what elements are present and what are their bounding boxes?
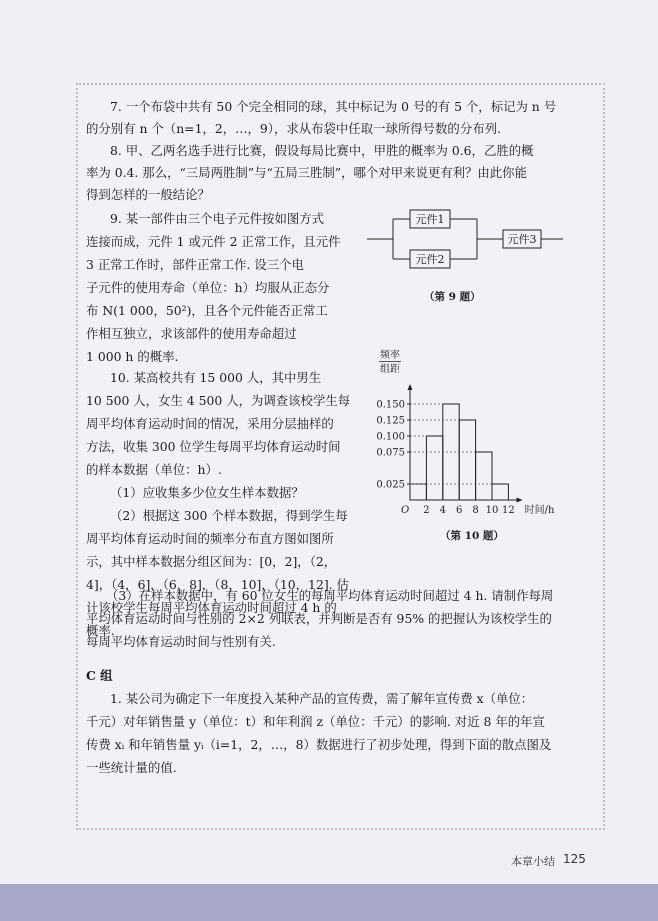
x-axis-title: 时间/h xyxy=(524,505,555,516)
q7-line-2: 的分别有 n 个（n=1，2，…，9），求从布袋中任取一球所得号数的分布列. xyxy=(86,121,501,136)
component-1-label: 元件1 xyxy=(415,213,445,226)
c-q1-line-4: 一些统计量的值. xyxy=(86,760,177,775)
q10-line-1: 10. 某高校共有 15 000 人，其中男生 xyxy=(110,370,322,385)
histogram-bar-1 xyxy=(426,436,442,500)
y-axis-title-bottom: 组距 xyxy=(380,364,400,375)
q10-part3-line-2: 平均体育运动时间与性别的 2×2 列联表，并判断是否有 95% 的把握认为该校学生的 xyxy=(86,611,552,626)
footer-section-title: 本章小结 xyxy=(511,855,555,868)
histogram-bar-4 xyxy=(476,452,492,500)
page-number: 125 xyxy=(563,852,586,866)
q7-line-1: 7. 一个布袋中共有 50 个完全相同的球，其中标记为 0 号的有 5 个，标记为 n 号 xyxy=(110,99,557,114)
q9-line-4: 子元件的使用寿命（单位：h）均服从正态分 xyxy=(86,280,330,295)
q10-line-3: 周平均体育运动时间的情况，采用分层抽样的 xyxy=(86,416,334,431)
q8-line-2: 率为 0.4. 那么，“三局两胜制”与“五局三胜制”，哪个对甲来说更有利？由此你能 xyxy=(86,165,527,180)
q8-line-1: 8. 甲、乙两名选手进行比赛，假设每局比赛中，甲胜的概率为 0.6，乙胜的概 xyxy=(110,143,534,158)
histogram-bar-5 xyxy=(492,484,508,500)
q10-line-2: 10 500 人，女生 4 500 人，为调查该校学生每 xyxy=(86,393,351,408)
c-q1-line-2: 千元）对年销售量 y（单位：t）和年利润 z（单位：千元）的影响. 对近 8 年的年宣 xyxy=(86,714,545,729)
origin-label: O xyxy=(401,505,410,516)
histogram-bar-3 xyxy=(459,420,475,500)
q10-line-11: 计该校学生每周平均体育运动时间超过 4 h 的 xyxy=(86,600,337,615)
x-tick-label-3: 8 xyxy=(472,505,479,516)
q10-line-8: 周平均体育运动时间的频率分布直方图如图所 xyxy=(86,531,334,546)
frequency-histogram xyxy=(370,346,570,524)
y-tick-label-4: 0.150 xyxy=(376,399,405,411)
q9-line-1: 9. 某一部件由三个电子元件按如图方式 xyxy=(110,211,325,226)
component-2-label: 元件2 xyxy=(415,253,445,266)
c-q1-line-1: 1. 某公司为确定下一年度投入某种产品的宣传费，需了解年宣传费 x（单位： xyxy=(110,691,534,706)
x-tick-label-2: 6 xyxy=(456,505,463,516)
y-tick-label-0: 0.025 xyxy=(376,479,405,491)
y-axis-arrow xyxy=(408,384,413,390)
component-3-label: 元件3 xyxy=(507,233,537,246)
y-axis-title-top: 频率 xyxy=(380,350,400,361)
x-tick-label-1: 4 xyxy=(439,505,446,516)
q10-line-6: （1）应收集多少位女生样本数据？ xyxy=(110,485,304,500)
q10-line-4: 方法，收集 300 位学生每周平均体育运动时间 xyxy=(86,439,341,454)
c-q1-line-3: 传费 xᵢ 和年销售量 yᵢ（i=1，2，…，8）数据进行了初步处理，得到下面的散点图及 xyxy=(86,737,552,752)
q8-line-3: 得到怎样的一般结论？ xyxy=(86,187,210,202)
q9-line-2: 连接而成，元件 1 或元件 2 正常工作，且元件 xyxy=(86,234,341,249)
y-tick-label-2: 0.100 xyxy=(376,431,405,443)
y-tick-label-3: 0.125 xyxy=(376,415,405,427)
q9-line-6: 作相互独立，求该部件的使用寿命超过 xyxy=(86,326,297,341)
q10-line-12: 概率. xyxy=(86,623,115,638)
q9-line-3: 3 正常工作时，部件正常工作. 设三个电 xyxy=(86,257,304,272)
q10-line-5: 的样本数据（单位：h）. xyxy=(86,462,222,477)
q10-line-10: 4]，（4，6]，（6，8]，（8，10]，（10，12]. 估 xyxy=(86,577,349,592)
q10-caption: （第 10 题） xyxy=(440,530,504,542)
q10-part3-line-3: 每周平均体育运动时间与性别有关. xyxy=(86,634,276,649)
q9-line-5: 布 N(1 000，50²)，且各个元件能否正常工 xyxy=(86,303,328,318)
group-c-heading: C 组 xyxy=(86,668,113,683)
histogram-bar-0 xyxy=(410,484,426,500)
q9-line-7: 1 000 h 的概率. xyxy=(86,349,179,364)
footer-band xyxy=(0,884,658,921)
x-tick-label-5: 12 xyxy=(502,505,515,516)
x-axis-arrow xyxy=(517,498,523,503)
x-tick-label-0: 2 xyxy=(423,505,430,516)
x-tick-label-4: 10 xyxy=(485,505,499,516)
y-tick-label-1: 0.075 xyxy=(376,447,405,459)
q9-caption: （第 9 题） xyxy=(424,291,481,303)
circuit-diagram xyxy=(365,200,565,280)
q10-line-7: （2）根据这 300 个样本数据，得到学生每 xyxy=(110,508,348,523)
q10-part3-line-1: （3）在样本数据中，有 60 位女生的每周平均体育运动时间超过 4 h. 请制作每周 xyxy=(106,588,554,603)
q10-line-9: 示，其中样本数据分组区间为：[0，2]，（2， xyxy=(86,554,337,569)
